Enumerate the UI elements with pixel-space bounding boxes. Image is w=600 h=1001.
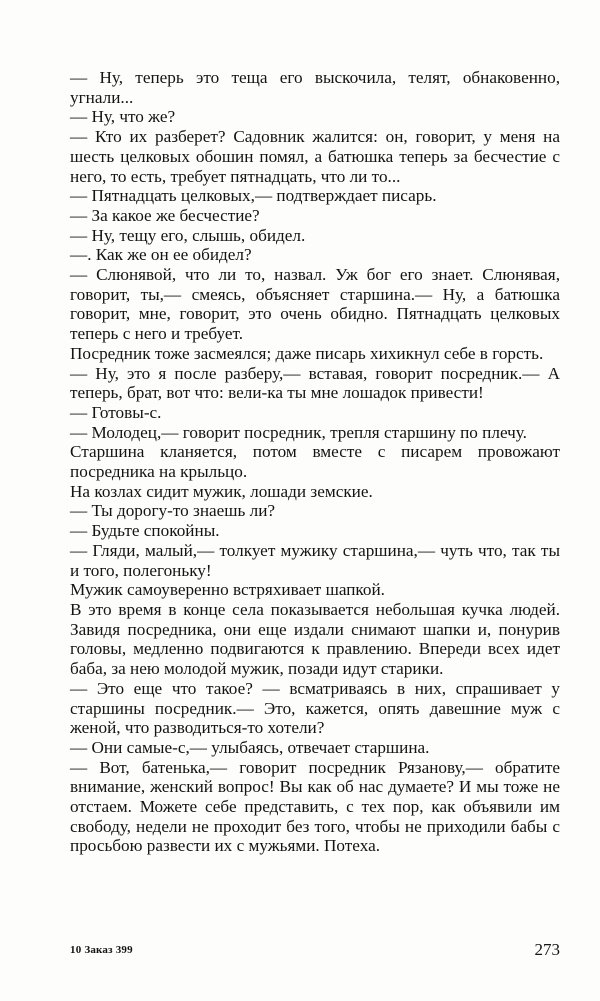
paragraph: — Гляди, малый,— толкует мужику старшина,— чуть что, так ты и того, полегоньку!	[70, 540, 560, 580]
paragraph: — Ну, что же?	[70, 107, 176, 127]
paragraph: — Пятнадцать целковых,— подтверждает писарь.	[70, 186, 437, 206]
paragraph: — Слюнявой, что ли то, назвал. Уж бог его знает. Слюнявая, говорит, ты,— смеясь, объясняет старшина.— Ну, а батюшка говорит, мне, говорит, это очень обидно. Пятнадцать целковых теперь с него и требует.	[70, 265, 560, 344]
paragraph: Посредник тоже засмеялся; даже писарь хихикнул себе в горсть.	[70, 343, 544, 363]
paragraph: — Молодец,— говорит посредник, трепля старшину по плечу.	[70, 422, 527, 442]
paragraph: Старшина кланяется, потом вместе с писарем провожают посредника на крыльцо.	[70, 442, 560, 482]
printer-signature: 10 Заказ 399	[70, 944, 133, 956]
page-text	[70, 68, 560, 856]
paragraph: На козлах сидит мужик, лошади земские.	[70, 481, 373, 501]
paragraph: — Будьте спокойны.	[70, 521, 220, 541]
paragraph: В это время в конце села показывается небольшая кучка людей. Завидя посредника, они еще издали снимают шапки и, понурив головы, медленно подвигаются к правлению. Впереди всех идет баба, за нею молодой мужик, позади идут старики.	[70, 599, 560, 679]
paragraph: — Ну, это я после разберу,— вставая, говорит посредник.— А теперь, брат, вот что: вели-ка ты мне лошадок привести!	[70, 363, 560, 403]
paragraph: — Они самые-с,— улыбаясь, отвечает старшина.	[70, 737, 430, 757]
paragraph: — Готовы-с.	[70, 402, 162, 422]
page-number: 273	[534, 940, 560, 959]
paragraph: — Это еще что такое? — всматриваясь в них, спрашивает у старшины посредник.— Это, кажется, опять давешние муж с женой, что разводиться-то хотели?	[70, 678, 560, 738]
paragraph: — Кто их разберет? Садовник жалится: он, говорит, у меня на шесть целковых обошин помял, а батюшка теперь за бесчестие с него, то есть, требует пятнадцать, что ли то...	[70, 127, 560, 186]
paragraph: — За какое же бесчестие?	[70, 205, 260, 225]
paragraph: —. Как же он ее обидел?	[70, 245, 252, 265]
page-footer	[70, 940, 560, 964]
paragraph: Мужик самоуверенно встряхивает шапкой.	[70, 580, 385, 600]
paragraph: — Ну, теперь это теща его выскочила, телят, обнаковенно, угнали...	[70, 68, 560, 107]
paragraph: — Ну, тещу его, слышь, обидел.	[70, 225, 306, 245]
paragraph: — Ты дорогу-то знаешь ли?	[70, 501, 276, 521]
paragraph: — Вот, батенька,— говорит посредник Рязанову,— обратите внимание, женский вопрос! Вы как об нас думаете? И мы тоже не отстаем. Можете себе представить, с тех пор, как объявили им свободу, недели не проходит без того, чтобы не приходили бабы с просьбою развести их с мужьями. Потеха.	[70, 757, 560, 856]
